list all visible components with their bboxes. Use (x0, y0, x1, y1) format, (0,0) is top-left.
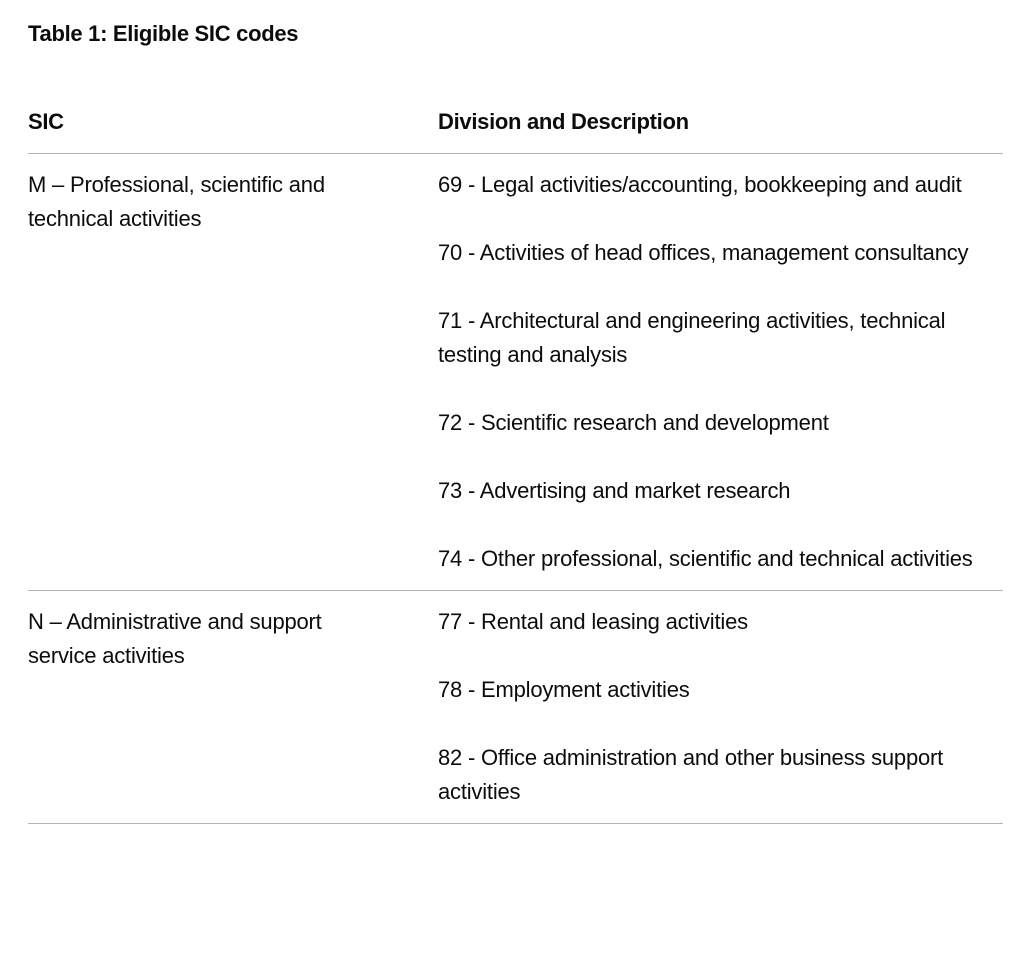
division-list-m (438, 168, 1003, 590)
division-item-73: 73 - Advertising and market research (438, 478, 791, 503)
division-list-n (438, 605, 1003, 823)
table-row-group-m (28, 154, 1003, 591)
table-row-group-n (28, 591, 1003, 824)
division-item-71: 71 - Architectural and engineering activities, technical testing and analysis (438, 308, 946, 367)
division-item-69: 69 - Legal activities/accounting, bookkeeping and audit (438, 172, 962, 197)
sic-section-n: N – Administrative and support service activities (28, 609, 322, 668)
division-item-82: 82 - Office administration and other business support activities (438, 745, 944, 804)
division-item-77: 77 - Rental and leasing activities (438, 609, 748, 634)
division-item-74: 74 - Other professional, scientific and technical activities (438, 546, 973, 571)
header-sic: SIC (28, 109, 64, 134)
sic-section-m: M – Professional, scientific and technical activities (28, 172, 325, 231)
table-header-row (28, 104, 1003, 154)
sic-codes-table (28, 104, 1003, 824)
division-item-70: 70 - Activities of head offices, management consultancy (438, 240, 969, 265)
table-caption: Table 1: Eligible SIC codes (28, 21, 299, 46)
division-item-78: 78 - Employment activities (438, 677, 690, 702)
division-item-72: 72 - Scientific research and development (438, 410, 829, 435)
header-division-description: Division and Description (438, 109, 689, 134)
